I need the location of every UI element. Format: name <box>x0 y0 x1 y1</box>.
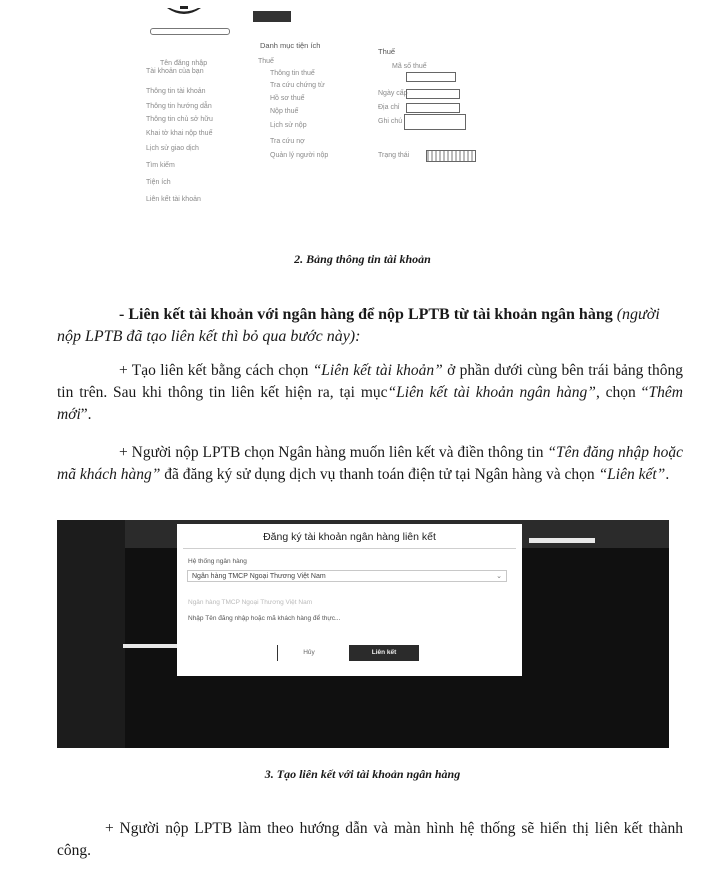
menu-item[interactable]: Tìm kiếm <box>146 162 175 169</box>
tax-field-label: Ghi chú <box>378 118 403 125</box>
p1-text: ”. <box>80 406 92 423</box>
menu-item[interactable]: Thông tin tài khoản <box>146 88 206 95</box>
menu-item[interactable]: Khai tờ khai nộp thuế <box>146 130 213 137</box>
p1-text: + Tạo liên kết bằng cách chọn <box>119 362 313 379</box>
section-heading-bold: - Liên kết tài khoản với ngân hàng để nộp LPTB từ tài khoản ngân hàng <box>119 306 613 323</box>
status-field <box>426 150 476 162</box>
user-account-label: Tài khoản của bạn <box>146 68 204 75</box>
p2-link-ref: “Liên kết” <box>598 466 666 483</box>
p1-link-account-ref: “Liên kết tài khoản” <box>312 362 443 379</box>
logo-icon <box>165 6 203 20</box>
bank-selected-note: Ngân hàng TMCP Ngoại Thương Việt Nam <box>188 599 313 606</box>
tax-field <box>404 114 466 130</box>
user-name-label: Tên đăng nhập <box>160 60 208 67</box>
p2-text: . <box>665 466 670 483</box>
logo-underline <box>150 28 230 35</box>
utility-item[interactable]: Nộp thuế <box>270 108 299 115</box>
p1-text: , chọn “ <box>595 384 649 401</box>
utility-item[interactable]: Quản lý người nộp <box>270 152 329 159</box>
tax-field <box>406 72 456 82</box>
dialog-divider <box>183 548 516 549</box>
figure-2-caption: 2. Bảng thông tin tài khoản <box>294 252 431 266</box>
tax-field-label: Địa chỉ <box>378 104 400 111</box>
tax-field-label: Ngày cấp <box>378 90 408 97</box>
menu-item[interactable]: Tiện ích <box>146 179 171 186</box>
header-banner-icon <box>253 11 291 22</box>
p2-text: đã đăng ký sử dụng dịch vụ thanh toán điện tử tại Ngân hàng và chọn <box>160 466 599 483</box>
bank-select[interactable] <box>187 570 507 582</box>
menu-item[interactable]: Lịch sử giao dịch <box>146 145 199 152</box>
screenshot-highlight-left <box>123 644 177 648</box>
bank-link-dialog <box>177 524 522 676</box>
bank-link-screenshot <box>57 520 669 748</box>
username-input[interactable]: Nhập Tên đăng nhập hoặc mã khách hàng để thực... <box>188 615 341 622</box>
tax-field <box>406 89 460 99</box>
tax-section-title: Thuế <box>378 47 396 56</box>
p2-username-ref: “Tên đăng nhập hoặc mã khách hàng” <box>57 444 683 483</box>
dialog-title: Đăng ký tài khoản ngân hàng liên kết <box>263 531 436 543</box>
bank-select-value: Ngân hàng TMCP Ngoại Thương Việt Nam <box>192 573 326 580</box>
section-heading-note: (người nộp LPTB đã tạo liên kết thì bỏ qua bước này): <box>57 306 660 345</box>
section-heading <box>57 304 683 348</box>
utility-item[interactable]: Tra cứu nợ <box>270 138 305 145</box>
figure-3-caption: 3. Tạo liên kết với tài khoản ngân hàng <box>264 767 461 781</box>
tax-field <box>406 103 460 113</box>
utility-item[interactable]: Hồ sơ thuế <box>270 95 305 102</box>
p1-text: ở phần dưới cùng bên trái bảng thông tin trên. Sau khi thông tin liên kết hiện ra, tại mục <box>57 362 683 401</box>
p1-bank-link-ref: “Liên kết tài khoản ngân hàng” <box>387 384 596 401</box>
menu-item-link-account[interactable]: Liên kết tài khoản <box>146 196 201 203</box>
account-info-screenshot <box>120 0 600 215</box>
p1-add-new-ref: Thêm mới <box>57 384 683 423</box>
tax-field-label: Trạng thái <box>378 152 410 159</box>
screenshot-highlight-right <box>529 538 595 543</box>
link-button[interactable]: Liên kết <box>349 645 419 661</box>
utility-item[interactable]: Tra cứu chứng từ <box>270 82 325 89</box>
utility-item[interactable]: Lịch sử nộp <box>270 122 307 129</box>
cancel-button[interactable]: Hủy <box>277 645 340 661</box>
chevron-down-icon: ⌄ <box>496 573 502 580</box>
paragraph-create-link <box>57 360 683 426</box>
menu-item[interactable]: Thông tin hướng dẫn <box>146 103 212 110</box>
utility-item[interactable]: Thuế <box>258 58 274 65</box>
bank-system-label: Hệ thống ngân hàng <box>188 558 247 565</box>
tax-field-label: Mã số thuế <box>392 63 427 70</box>
p2-text: + Người nộp LPTB chọn Ngân hàng muốn liên kết và điền thông tin <box>119 444 548 461</box>
menu-item[interactable]: Thông tin chủ sở hữu <box>146 116 213 123</box>
paragraph-success: + Người nộp LPTB làm theo hướng dẫn và màn hình hệ thống sẽ hiển thị liên kết thành công. <box>57 820 683 859</box>
utility-item[interactable]: Thông tin thuế <box>270 70 315 77</box>
utilities-title: Danh mục tiện ích <box>260 41 321 50</box>
paragraph-select-bank <box>57 442 683 486</box>
screenshot-left-panel <box>57 520 125 748</box>
